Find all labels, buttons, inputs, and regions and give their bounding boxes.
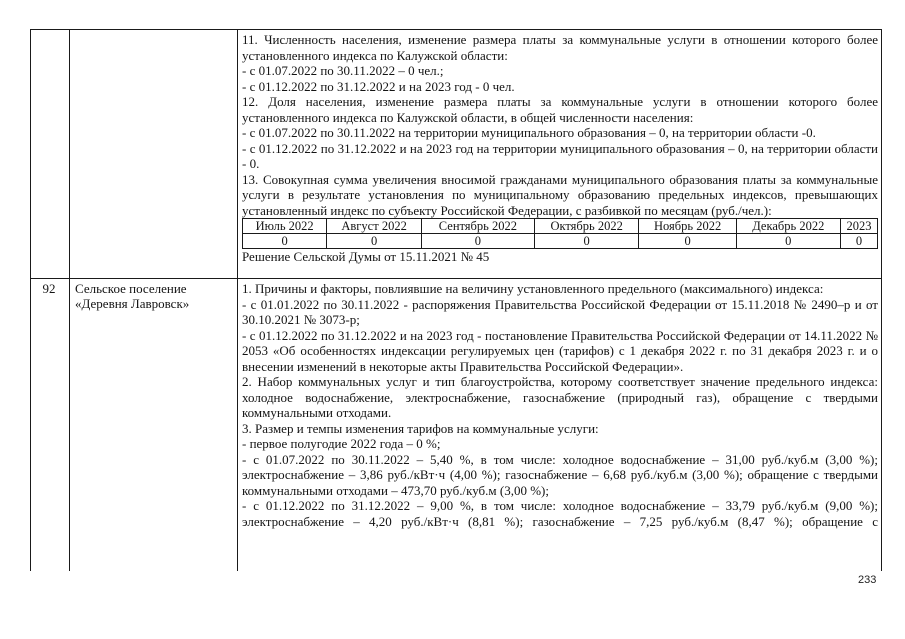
paragraph: - с 01.01.2022 по 30.11.2022 - распоряжения Правительства Российской Федерации от 15.11.2018 № 2490–р и от 30.10.2021 № 3073-р; xyxy=(242,296,878,327)
table-row xyxy=(243,219,878,234)
month-value: 0 xyxy=(534,234,639,249)
row-number: 92 xyxy=(42,281,56,296)
paragraph: 3. Размер и темпы изменения тарифов на коммунальные услуги: xyxy=(242,420,599,436)
paragraph: 13. Совокупная сумма увеличения вносимой гражданами муниципального образования платы за коммунальные услуги в результате установления по муниципальному образованию предельных индексов, превышающих установленный индекс по субъекту Российской Федерации, с разбивкой по месяцам (руб./чел.): xyxy=(242,171,878,218)
month-header: Август 2022 xyxy=(327,219,422,234)
row-name xyxy=(75,281,235,311)
paragraph: 12. Доля населения, изменение размера платы за коммунальные услуги в отношении которого более установленного индекса по Калужской области, в общей численности населения: xyxy=(242,94,878,125)
paragraph: - с 01.12.2022 по 31.12.2022 и на 2023 год - 0 чел. xyxy=(242,78,515,94)
row-name-line: «Деревня Лавровск» xyxy=(75,296,190,311)
months-table xyxy=(242,218,878,249)
row-divider xyxy=(31,278,881,279)
row-prev-content xyxy=(242,32,878,265)
paragraph: - с 01.07.2022 по 30.11.2022 на территории муниципального образования – 0, на территории области -0. xyxy=(242,125,816,140)
month-header: 2023 xyxy=(840,219,877,234)
paragraph: 1. Причины и факторы, повлиявшие на величину установленного предельного (максимального) индекса: xyxy=(242,281,824,296)
document-page xyxy=(30,29,882,571)
month-header: Декабрь 2022 xyxy=(736,219,840,234)
paragraph: - с 01.12.2022 по 31.12.2022 и на 2023 год - постановление Правительства Российской Федерации от 14.11.2022 № 2053 «Об особенностях индексации регулируемых цен (тарифов) с 1 декабря 2022 г. по 31 декабря 2023 г. и о внесении изменений в некоторые акты Правительства Российской Федерации». xyxy=(242,327,878,374)
row-name-line: Сельское поселение xyxy=(75,281,187,296)
decision-text: Решение Сельской Думы от 15.11.2021 № 45 xyxy=(242,249,490,264)
month-value: 0 xyxy=(840,234,877,249)
column-divider xyxy=(237,30,238,571)
month-value: 0 xyxy=(639,234,736,249)
paragraph: - с 01.07.2022 по 30.11.2022 – 0 чел.; xyxy=(242,63,444,78)
month-value: 0 xyxy=(243,234,327,249)
month-header: Сентябрь 2022 xyxy=(421,219,534,234)
paragraph: 2. Набор коммунальных услуг и тип благоустройства, которому соответствует значение предельного индекса: холодное водоснабжение, электроснабжение, газоснабжение (природный газ), обращение с твердыми коммунальными отходами. xyxy=(242,374,878,420)
paragraph: - с 01.07.2022 по 30.11.2022 – 5,40 %, в том числе: холодное водоснабжение – 31,00 руб./куб.м (3,00 %); электроснабжение – 3,86 руб./кВт·ч (4,00 %); газоснабжение – 6,68 руб./куб.м (3,00 %); обращение с твердыми коммунальными отходами – 473,70 руб./куб.м (3,00 %); xyxy=(242,451,878,498)
month-value: 0 xyxy=(327,234,422,249)
month-header: Октябрь 2022 xyxy=(534,219,639,234)
paragraph: - с 01.12.2022 по 31.12.2022 – 9,00 %, в том числе: холодное водоснабжение – 33,79 руб./куб.м (9,00 %); электроснабжение – 4,20 руб./кВт·ч (8,81 %); газоснабжение – 7,25 руб./куб.м (8,47 %); обращение с xyxy=(242,498,878,529)
month-header: Июль 2022 xyxy=(243,219,327,234)
paragraph: - первое полугодие 2022 года – 0 %; xyxy=(242,436,441,451)
paragraph: - с 01.12.2022 по 31.12.2022 и на 2023 год на территории муниципального образования – 0, на территории области - 0. xyxy=(242,140,878,171)
page-number: 233 xyxy=(858,574,877,586)
month-value: 0 xyxy=(421,234,534,249)
month-value: 0 xyxy=(736,234,840,249)
table-row xyxy=(243,234,878,249)
paragraph: 11. Численность населения, изменение размера платы за коммунальные услуги в отношении которого более установленного индекса по Калужской области: xyxy=(242,32,878,63)
column-divider xyxy=(69,30,70,571)
month-header: Ноябрь 2022 xyxy=(639,219,736,234)
row-92-content xyxy=(242,281,878,529)
